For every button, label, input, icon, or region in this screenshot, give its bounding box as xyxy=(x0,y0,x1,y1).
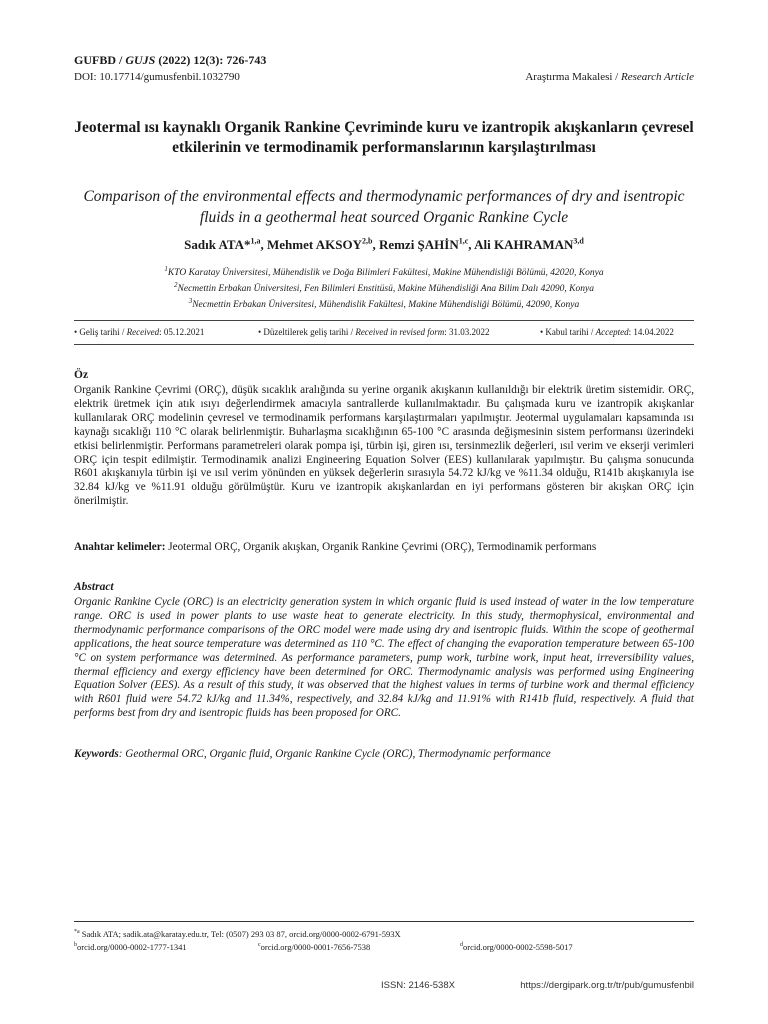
title-turkish: Jeotermal ısı kaynaklı Organik Rankine Çevriminde kuru ve izantropik akışkanların çevresel etkilerinin ve termodinamik performanslarının karşılaştırılması xyxy=(74,119,694,156)
journal-code: GUFBD / xyxy=(74,53,126,67)
keywords-turkish-label: Anahtar kelimeler: xyxy=(74,541,166,553)
journal-volume: (2022) 12(3): 726-743 xyxy=(155,53,267,67)
issn: ISSN: 2146-538X xyxy=(381,980,455,991)
title-english: Comparison of the environmental effects and thermodynamic performances of dry and isentropic fluids in a geothermal heat sourced Organic Rankine Cycle xyxy=(83,188,685,226)
divider xyxy=(74,344,694,345)
keywords-english xyxy=(74,748,694,760)
author: Sadık ATA*$^{1,a}$, xyxy=(184,237,268,253)
keywords-turkish-text: Jeotermal ORÇ, Organik akışkan, Organik Rankine Çevrimi (ORÇ), Termodinamik performans xyxy=(165,541,597,553)
article-type xyxy=(525,71,694,83)
affiliation: $^2$Necmettin Erbakan Üniversitesi, Fen Bilimleri Enstitüsü, Makine Mühendisliği Ana Bilim Dalı 42090, Konya xyxy=(174,281,594,295)
accepted-date: • Kabul tarihi / Accepted: 14.04.2022 xyxy=(540,327,674,337)
affiliation: $^1$KTO Karatay Üniversitesi, Mühendislik ve Doğa Bilimleri Fakültesi, Makine Mühendisliği Bölümü, 42020, Konya xyxy=(164,265,604,279)
oz-heading: Öz xyxy=(74,369,89,381)
divider xyxy=(74,320,694,321)
article-type-tr: Araştırma Makalesi / xyxy=(525,71,621,83)
revised-date: • Düzeltilerek geliş tarihi / Received in revised form: 31.03.2022 xyxy=(258,327,490,337)
journal-citation xyxy=(74,53,266,68)
orcid-footnote-c: $^c$orcid.org/0000-0001-7656-7538 xyxy=(258,942,371,952)
author: Ali KAHRAMAN$^{3,d}$ xyxy=(474,237,584,253)
orcid-footnote-b: $^b$orcid.org/0000-0002-1777-1341 xyxy=(74,942,187,952)
keywords-english-label: Keywords xyxy=(74,748,119,760)
received-date: • Geliş tarihi / Received: 05.12.2021 xyxy=(74,327,205,337)
author: Mehmet AKSOY$^{2,b}$, xyxy=(267,237,379,253)
keywords-turkish xyxy=(74,541,694,553)
corresponding-author-footnote: $^{*a}$ Sadık ATA; sadik.ata@karatay.edu.tr, Tel: (0507) 293 03 87, orcid.org/0000-0002-6791-593X xyxy=(74,929,401,939)
oz-text: Organik Rankine Çevrimi (ORÇ), düşük sıcaklık aralığında su yerine organik akışkanın kullanıldığı bir elektrik üretim sistemidir. ORÇ, elektrik üretmek için atık ısıyı değerlendirmek amacıyla santrallerde kullanılmaktadır. Bu çalışmada kuru ve izantropik akışkanlar kullanılarak ORÇ modelinin çevresel ve termodinamik performans karşılaştırmaları yapılmıştır. Jeotermal uygulamaları kapsamında ısı kaynağı sıcaklığı 110 °C olarak belirlenmiştir. Buharlaşma sıcaklığının 65-100 °C arasında değişmesinin sistem performansı üzerindeki etkisi belirlenmiştir. Performans parametreleri olarak pompa işi, türbin işi, giren ısı, tersinmezlik değerleri, ısıl verim ve ekserji verimleri ORÇ için tespit edilmiştir. Termodinamik analizi Engineering Equation Solver (EES) kullanılarak yapılmıştır. Bu çalışma sonucunda R601 akışkanıyla türbin işi ve ısıl verim yönünden en yüksek değerlerin sırasıyla 54.72 kJ/kg ve %11.34 olduğu, R141b akışkanıyla ise 32.84 kJ/kg ve %11.91 olduğu görülmüştür. Kuru ve izantropik akışkanlardan en iyi performans gösteren bir akışkan ORÇ için önerilmiştir. xyxy=(74,384,694,508)
journal-url[interactable]: https://dergipark.org.tr/tr/pub/gumusfenbil xyxy=(520,980,694,991)
article-type-en: Research Article xyxy=(620,71,694,83)
author: Remzi ŞAHİN$^{1,c}$, xyxy=(378,237,475,253)
abstract-heading: Abstract xyxy=(74,581,114,593)
orcid-footnote-d: $^d$orcid.org/0000-0002-5598-5017 xyxy=(460,942,573,952)
doi[interactable]: DOI: 10.17714/gumusfenbil.1032790 xyxy=(74,71,240,83)
author-list xyxy=(74,237,694,253)
footnote-divider xyxy=(74,921,694,922)
journal-abbrev: GUJS xyxy=(125,53,156,67)
keywords-english-text: : Geothermal ORC, Organic fluid, Organic Rankine Cycle (ORC), Thermodynamic performance xyxy=(118,748,551,760)
abstract-text: Organic Rankine Cycle (ORC) is an electricity generation system in which organic fluid is used instead of water in the low temperature range. ORC is used in power plants to use waste heat to generate electricity. In this study, thermophysical, environmental and thermodynamic performance comparisons of the ORC model were made using dry and isentropic fluids. Within the scope of geothermal applications, the heat source temperature was determined as 110 °C. The effect of changing the evaporation temperature between 65-100 °C on system performance was determined. As performance parameters, pump work, turbine work, input heat, irreversibility values, thermal efficiency and exergy efficiency have been determined for ORC. Thermodynamic analysis was performed using Engineering Equation Solver (EES). As a result of this study, it was observed that the highest values in terms of turbine work and thermal efficiency with R601 fluid were 54.72 kJ/kg and 11.34%, respectively, and 32.84 kJ/kg and 11.91% with R141b fluid, respectively. A fluid that performs best from dry and isentropic fluids has been proposed for ORC. xyxy=(74,596,694,720)
affiliation: $^3$Necmettin Erbakan Üniversitesi, Mühendislik Fakültesi, Makine Mühendisliği Bölümü, 42090, Konya xyxy=(188,297,580,311)
